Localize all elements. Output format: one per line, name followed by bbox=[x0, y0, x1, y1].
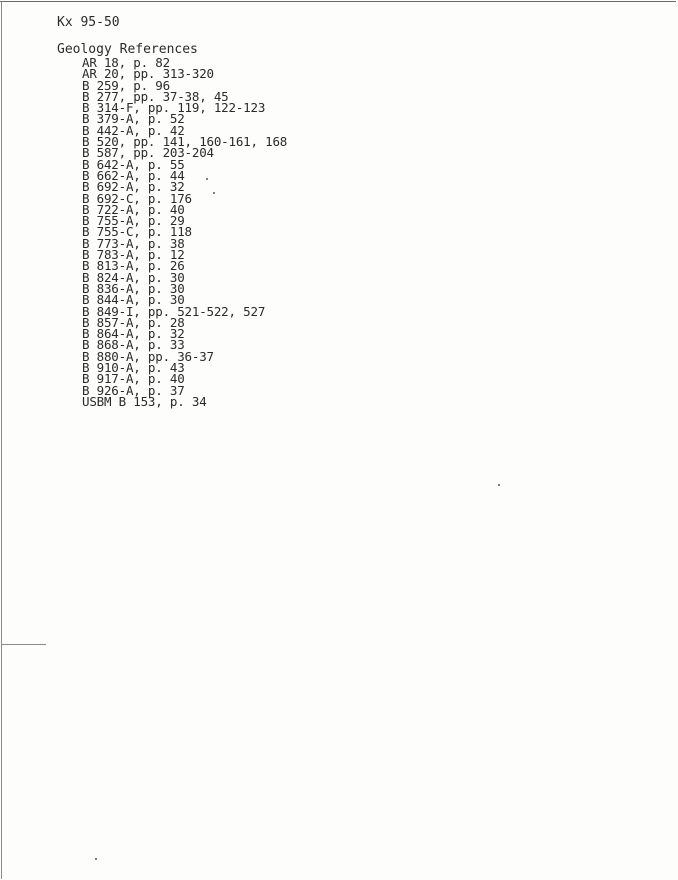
reference-item: AR 20, pp. 313-320 bbox=[82, 66, 214, 82]
document-id: Kx 95-50 bbox=[57, 15, 120, 30]
reference-item: B 662-A, p. 44 bbox=[82, 167, 185, 183]
page-left-border bbox=[1, 1, 2, 879]
reference-item: B 642-A, p. 55 bbox=[82, 156, 185, 172]
reference-item: B 910-A, p. 43 bbox=[82, 360, 185, 376]
reference-item: B 277, pp. 37-38, 45 bbox=[82, 88, 229, 104]
reference-item: B 314-F, pp. 119, 122-123 bbox=[82, 100, 266, 116]
reference-item: B 755-A, p. 29 bbox=[82, 213, 185, 229]
reference-item: B 880-A, pp. 36-37 bbox=[82, 348, 214, 364]
reference-item: B 868-A, p. 33 bbox=[82, 337, 185, 353]
reference-item: B 849-I, pp. 521-522, 527 bbox=[82, 303, 266, 319]
reference-item: B 755-C, p. 118 bbox=[82, 224, 192, 240]
scan-speck bbox=[498, 484, 500, 486]
scan-speck bbox=[206, 178, 208, 180]
reference-item: B 587, pp. 203-204 bbox=[82, 145, 214, 161]
reference-item: B 379-A, p. 52 bbox=[82, 111, 185, 127]
reference-item: B 864-A, p. 32 bbox=[82, 326, 185, 342]
scan-speck bbox=[95, 858, 97, 860]
reference-item: B 773-A, p. 38 bbox=[82, 235, 185, 251]
reference-item: B 692-A, p. 32 bbox=[82, 179, 185, 195]
section-heading: Geology References bbox=[57, 42, 198, 57]
scan-speck bbox=[213, 192, 215, 194]
reference-item: B 824-A, p. 30 bbox=[82, 269, 185, 285]
reference-item: B 813-A, p. 26 bbox=[82, 258, 185, 274]
reference-item: B 857-A, p. 28 bbox=[82, 314, 185, 330]
reference-item: B 259, p. 96 bbox=[82, 77, 170, 93]
reference-item: B 917-A, p. 40 bbox=[82, 371, 185, 387]
reference-list bbox=[82, 57, 287, 407]
reference-item: B 520, pp. 141, 160-161, 168 bbox=[82, 134, 288, 150]
reference-item: USBM B 153, p. 34 bbox=[82, 393, 207, 409]
reference-item: AR 18, p. 82 bbox=[82, 55, 170, 70]
page-edge-mark bbox=[2, 644, 46, 645]
reference-item: B 692-C, p. 176 bbox=[82, 190, 192, 206]
reference-item: B 783-A, p. 12 bbox=[82, 247, 185, 263]
page-top-border bbox=[0, 1, 676, 2]
reference-item: B 722-A, p. 40 bbox=[82, 201, 185, 217]
reference-item: B 836-A, p. 30 bbox=[82, 280, 185, 296]
reference-item: B 844-A, p. 30 bbox=[82, 292, 185, 308]
reference-item: B 442-A, p. 42 bbox=[82, 122, 185, 138]
reference-item: B 926-A, p. 37 bbox=[82, 382, 185, 398]
